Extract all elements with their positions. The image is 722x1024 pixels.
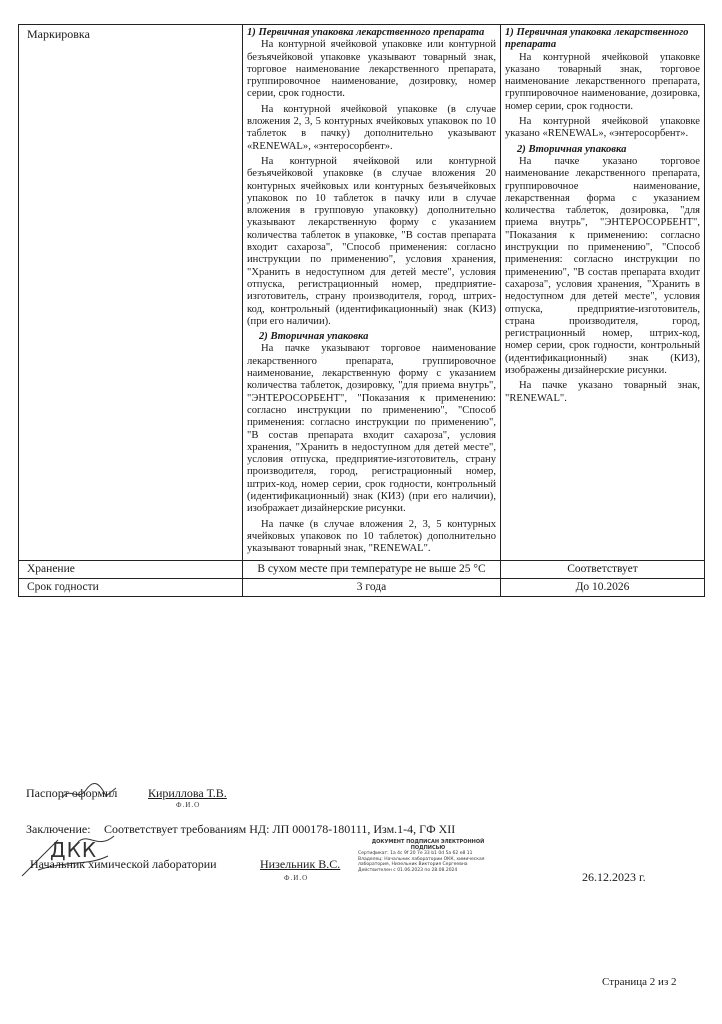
cert-header: ДОКУМЕНТ ПОДПИСАН ЭЛЕКТРОННОЙ ПОДПИСЬЮ <box>371 839 485 851</box>
passport-name: Кириллова Т.В. <box>148 786 227 800</box>
res-secondary-para: На пачке указано торговое наименование лекарственного препарата, группировочное наименование, лекарственная форма с указанием количества таблеток, дозировка, "для приема внутрь", "ЭНТЕРОСОРБЕНТ", "Показания к применению: согласно инструкции по применению", "Способ применения: согласно инструкции по применению", "В состав препарата входит сахароза", условия хранения, "Хранить в недоступном для детей месте", условия отпуска, предприятие-изготовитель, страна производителя, город, регистрационный номер, штрих-код, номер серии, срок годности, контрольный (идентификационный) знак (КИЗ), изображены дизайнерские рисунки. <box>505 155 700 377</box>
req-secondary-para: На пачке (в случае вложения 2, 3, 5 контурных ячейковых упаковок по 10 таблеток) дополнительно указывают товарный знак, "RENEWAL". <box>247 518 496 555</box>
cert-line: Сертификат: 1a 4c 9f 20 7e 33 b1 0d 5a 62 e8 11 <box>358 851 473 856</box>
storage-result: Соответствует <box>501 561 705 579</box>
primary-title: 1) Первичная упаковка лекарственного препарата <box>247 27 485 38</box>
head-name: Низельник В.С. <box>260 857 341 871</box>
req-primary-para: На контурной ячейковой упаковке или контурной безъячейковой упаковке указывают товарный знак, торговое наименование лекарственного препарата, группировочное наименование, дозировку, номер серии, срок годности. <box>247 39 496 100</box>
e-signature-block <box>358 840 498 872</box>
res-primary-para: На контурной ячейковой упаковке указано «RENEWAL», «энтеросорбент». <box>505 116 700 140</box>
storage-label: Хранение <box>19 561 243 579</box>
marking-results <box>501 25 705 561</box>
passport-label: Паспорт оформил <box>26 786 118 800</box>
res-secondary-para: На пачке указано товарный знак, "RENEWAL". <box>505 380 700 404</box>
req-primary-para: На контурной ячейковой упаковке (в случае вложения 2, 3, 5 контурных ячейковых упаковок по 10 таблеток в пачку) дополнительно указывают «RENEWAL», «энтеросорбент». <box>247 103 496 152</box>
shelf-life-requirement: 3 года <box>243 579 501 597</box>
marking-requirements <box>243 25 501 561</box>
signature-icon <box>60 780 120 804</box>
req-primary-para: На контурной ячейковой или контурной безъячейковой упаковке (в случае вложения 20 контурных ячейковых или контурных безъячейковых упаковок по 10 таблеток в пачку или в случае вложения в групповую упаковку) дополнительно указывают лекарственную форму с указанием количества таблеток в упаковке, "В состав препарата входит сахароза", "Способ применения: согласно инструкции по применению", условия хранения, "Хранить в недоступном для детей месте", условия отпуска, регистрационный номер, предприятие-изготовитель, страну производителя, город, штрих-код, контрольный (идентификационный) знак (КИЗ) (при его наличии). <box>247 155 496 327</box>
storage-row <box>19 561 705 579</box>
stamp: ДКК <box>50 838 98 862</box>
spec-table <box>18 24 705 597</box>
signing-date: 26.12.2023 г. <box>582 870 646 884</box>
shelf-life-label: Срок годности <box>19 579 243 597</box>
req-secondary-para: На пачке указывают торговое наименование лекарственного препарата, группировочное наименование, лекарственную форму с указанием количества таблеток, дозировку, "для приема внутрь", "ЭНТЕРОСОРБЕНТ", "Показания к применению: согласно инструкции по применению", "Способ применения: согласно инструкции по применению", "В состав препарата входит сахароза", условия хранения, "Хранить в недоступном для детей месте", условия отпуска, предприятие-изготовитель, страну производителя, город, регистрационный номер, штрих-код, номер серии, срок годности, контрольный (идентификационный) знак (КИЗ) (при его наличии), изображает дизайнерские рисунки. <box>247 343 496 515</box>
conclusion-text: Соответствует требованиям НД: ЛП 000178-180111, Изм.1-4, ГФ XII <box>104 822 456 836</box>
marking-row <box>19 25 705 561</box>
secondary-title: 2) Вторичная упаковка <box>517 143 627 155</box>
fio-caption: Ф.И.О <box>284 874 309 882</box>
head-label: Начальник химической лаборатории <box>30 857 217 871</box>
cert-line: Владелец: Начальник лаборатории ОКК, химическая <box>358 856 485 862</box>
storage-requirement: В сухом месте при температуре не выше 25 °С <box>243 561 501 579</box>
page-number: Страница 2 из 2 <box>602 976 677 988</box>
shelf-life-row <box>19 579 705 597</box>
cert-line: лаборатория, Низельник Виктория Сергеевна <box>358 862 468 867</box>
primary-title: 1) Первичная упаковка лекарственного препарата <box>505 27 689 51</box>
marking-label: Маркировка <box>19 25 243 561</box>
shelf-life-result: До 10.2026 <box>501 579 705 597</box>
cert-line: Действителен с 01.06.2023 по 28.08.2024 <box>358 867 458 873</box>
fio-caption: Ф.И.О <box>176 801 201 809</box>
secondary-title: 2) Вторичная упаковка <box>259 331 369 343</box>
conclusion-label: Заключение: <box>26 822 91 836</box>
res-primary-para: На контурной ячейковой упаковке указано товарный знак, торговое наименование лекарственного препарата, группировочное наименование, дозировка, номер серии, срок годности. <box>505 51 700 112</box>
